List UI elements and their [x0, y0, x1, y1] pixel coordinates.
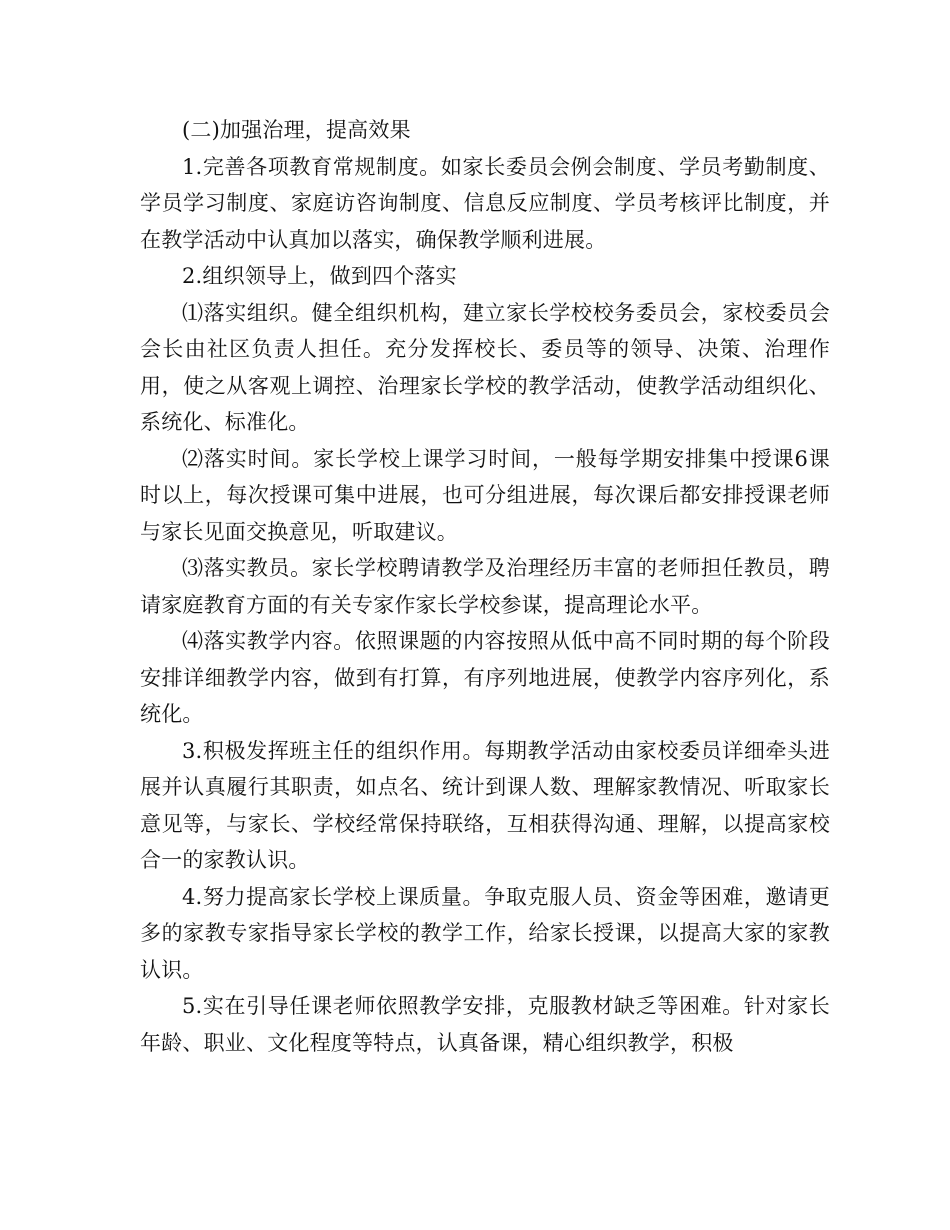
paragraph-item-1: 1.完善各项教育常规制度。如家长委员会例会制度、学员考勤制度、学员学习制度、家庭访咨询制度、信息反应制度、学员考核评比制度，并在教学活动中认真加以落实，确保教学顺利进展。 — [140, 154, 830, 252]
paragraph-item-5: 5.实在引导任课老师依照教学安排，克服教材缺乏等困难。针对家长年龄、职业、文化程度等特点，认真备课，精心组织教学，积极 — [140, 994, 830, 1055]
paragraph-subitem-2: ⑵落实时间。家长学校上课学习时间，一般每学期安排集中授课6课时以上，每次授课可集中进展，也可分组进展，每次课后都安排授课老师与家长见面交换意见，听取建议。 — [140, 446, 830, 544]
section-heading: (二)加强治理，提高效果 — [182, 118, 411, 142]
paragraph-subitem-3: ⑶落实教员。家长学校聘请教学及治理经历丰富的老师担任教员，聘请家庭教育方面的有关专家作家长学校参谋，提高理论水平。 — [140, 556, 830, 617]
paragraph-subitem-4: ⑷落实教学内容。依照课题的内容按照从低中高不同时期的每个阶段安排详细教学内容，做到有打算，有序列地进展，使教学内容序列化，系统化。 — [140, 629, 830, 726]
paragraph-item-4: 4.努力提高家长学校上课质量。争取克服人员、资金等困难，邀请更多的家教专家指导家长学校的教学工作，给家长授课，以提高大家的家教认识。 — [140, 884, 830, 982]
paragraph-item-3: 3.积极发挥班主任的组织作用。每期教学活动由家校委员详细牵头进展并认真履行其职责，如点名、统计到课人数、理解家教情况、听取家长意见等，与家长、学校经常保持联络，互相获得沟通、理解，以提高家校合一的家教认识。 — [140, 738, 830, 872]
paragraph-item-2: 2.组织领导上，做到四个落实 — [182, 264, 457, 288]
paragraph-subitem-1: ⑴落实组织。健全组织机构，建立家长学校校务委员会，家校委员会会长由社区负责人担任。充分发挥校长、委员等的领导、决策、治理作用，使之从客观上调控、治理家长学校的教学活动，使教学活动组织化、系统化、标准化。 — [140, 300, 830, 434]
document-body — [140, 112, 830, 1061]
